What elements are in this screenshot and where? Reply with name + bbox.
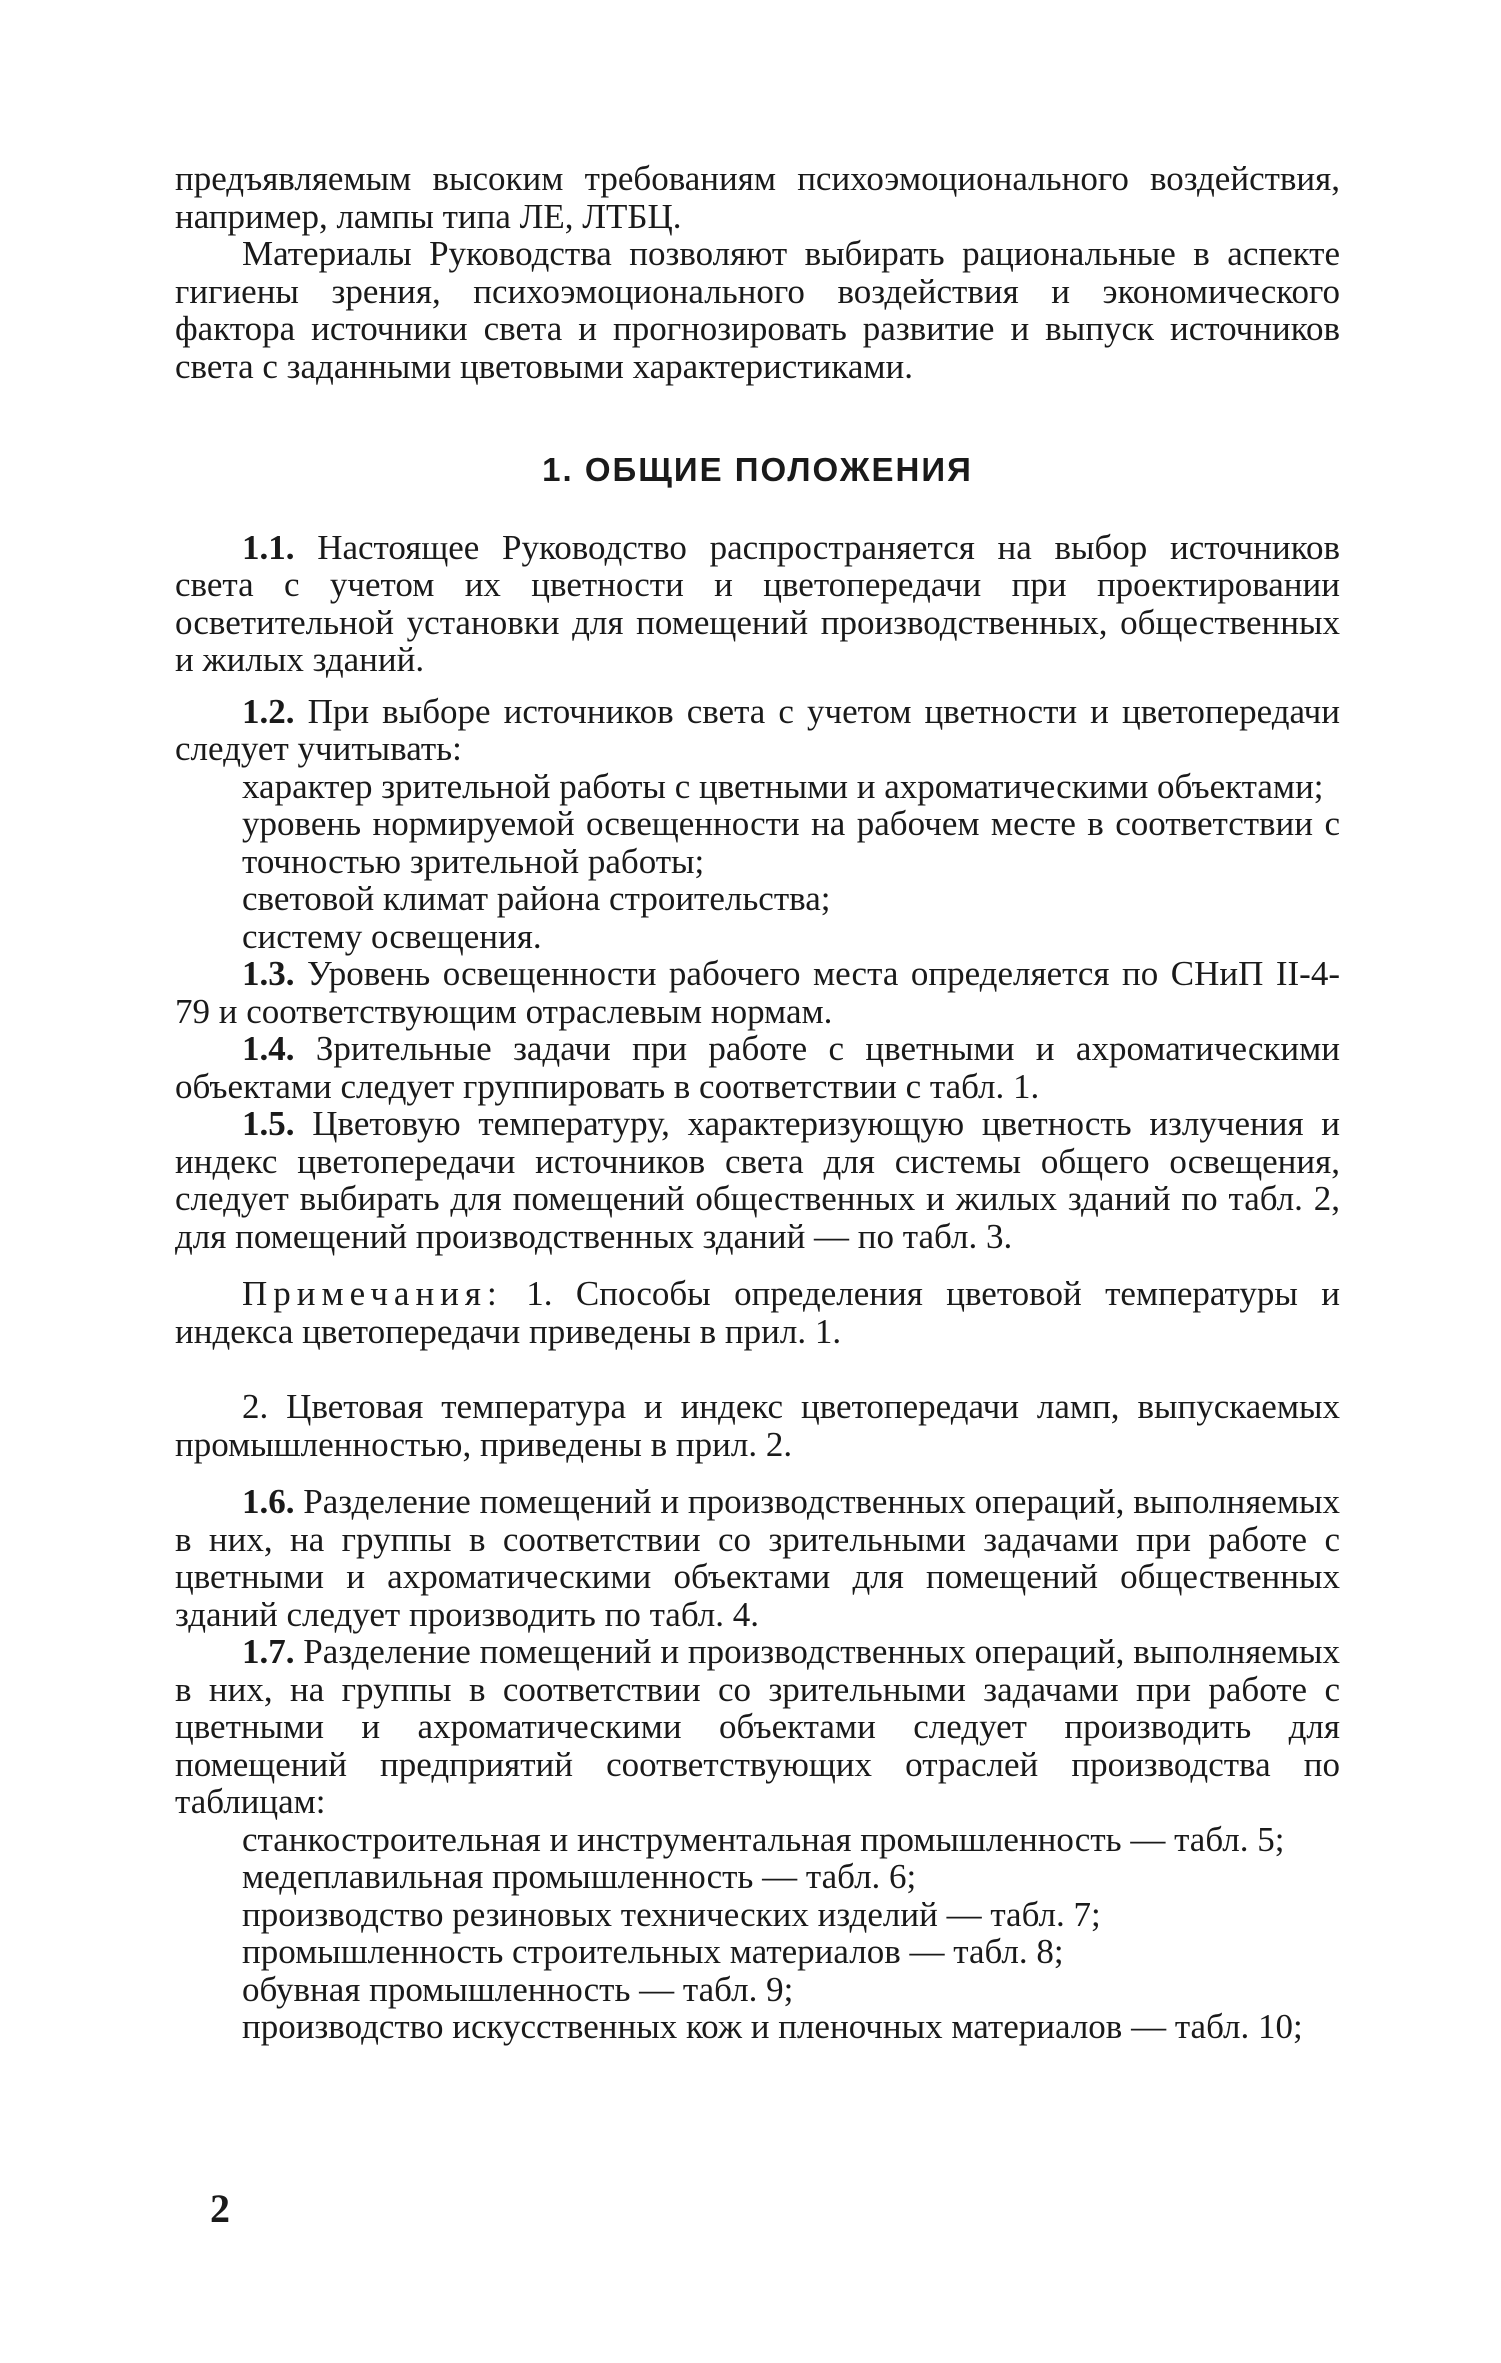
list-item: систему освещения. [242,916,542,956]
list-item: производство искусственных кож и пленочных материалов — табл. 10; [242,2007,1303,2046]
clause-text: Зрительные задачи при работе с цветными и ахроматическими объектами следует группировать в соответствии с табл. 1. [175,1029,1340,1106]
list-item: медеплавильная промышленность — табл. 6; [242,1857,917,1896]
list-item: уровень нормируемой освещенности на рабочем месте в соответствии с точностью зрительной работы; [242,804,1340,881]
intro-paragraph-2: Материалы Руководства позволяют выбирать рациональные в аспекте гигиены зрения, психоэмоционального воздействия и экономического фактора источники света и прогнозировать развитие и выпуск источников света с заданными цветовыми характеристиками. [175,234,1340,386]
list-item: производство резиновых технических изделий — табл. 7; [242,1894,1101,1934]
clause-1-6 [175,1483,1340,1633]
list-item: характер зрительной работы с цветными и ахроматическими объектами; [242,766,1324,806]
list-item: световой климат района строительства; [242,879,831,918]
clause-text: При выборе источников света с учетом цветности и цветопередачи следует учитывать: [175,691,1341,768]
document-page [175,160,1340,2046]
page-number: 2 [210,2186,230,2231]
clause-number: 1.4. [242,1029,295,1068]
clause-number: 1.7. [242,1632,295,1671]
note-1 [175,1275,1340,1350]
intro-paragraph-1: предъявляемым высоким требованиям психоэмоционального воздействия, например, лампы типа ЛЕ, ЛТБЦ. [175,159,1340,236]
clause-1-4 [175,1030,1340,1105]
clause-1-7 [175,1633,1340,1821]
clause-number: 1.3. [242,954,295,993]
clause-number: 1.5. [242,1104,295,1143]
note-2: 2. Цветовая температура и индекс цветопередачи ламп, выпускаемых промышленностью, приведены в прил. 2. [175,1387,1340,1464]
list-item: обувная промышленность — табл. 9; [242,1969,794,2009]
clause-1-5 [175,1105,1340,1255]
clause-1-3 [175,955,1340,1030]
clause-text: Настоящее Руководство распространяется на выбор источников света с учетом их цветности и цветопередачи при проектировании осветительной установки для помещений производственных, общественных и жилых зданий. [175,527,1341,679]
section-heading: 1. ОБЩИЕ ПОЛОЖЕНИЯ [542,451,973,488]
clause-number: 1.1. [242,527,295,567]
clause-1-2 [175,693,1340,768]
clause-text: Разделение помещений и производственных операций, выполняемых в них, на группы в соответствии со зрительными задачами при работе с цветными и ахроматическими объектами для помещений общественных зданий следует производить по табл. 4. [175,1482,1340,1634]
note-text: 1. Способы определения цветовой температуры и индекса цветопередачи приведены в прил. 1. [175,1274,1340,1351]
clause-text: Цветовую температуру, характеризующую цветность излучения и индекс цветопередачи источников света для системы общего освещения, следует выбирать для помещений общественных и жилых зданий по табл. 2, для помещений производственных зданий — по табл. 3. [175,1104,1340,1256]
clause-number: 1.2. [242,691,295,731]
list-item: промышленность строительных материалов — табл. 8; [242,1932,1064,1971]
clause-number: 1.6. [242,1482,295,1521]
clause-text: Разделение помещений и производственных операций, выполняемых в них, на группы в соответствии со зрительными задачами при работе с цветными и ахроматическими объектами следует производить для помещений предприятий соответствующих отраслей производства по таблицам: [175,1632,1340,1821]
notes-label: Примечания: [242,1274,503,1313]
list-item: станкостроительная и инструментальная промышленность — табл. 5; [242,1819,1285,1859]
clause-1-1 [175,529,1340,679]
clause-text: Уровень освещенности рабочего места определяется по СНиП II-4-79 и соответствующим отраслевым нормам. [175,954,1340,1031]
